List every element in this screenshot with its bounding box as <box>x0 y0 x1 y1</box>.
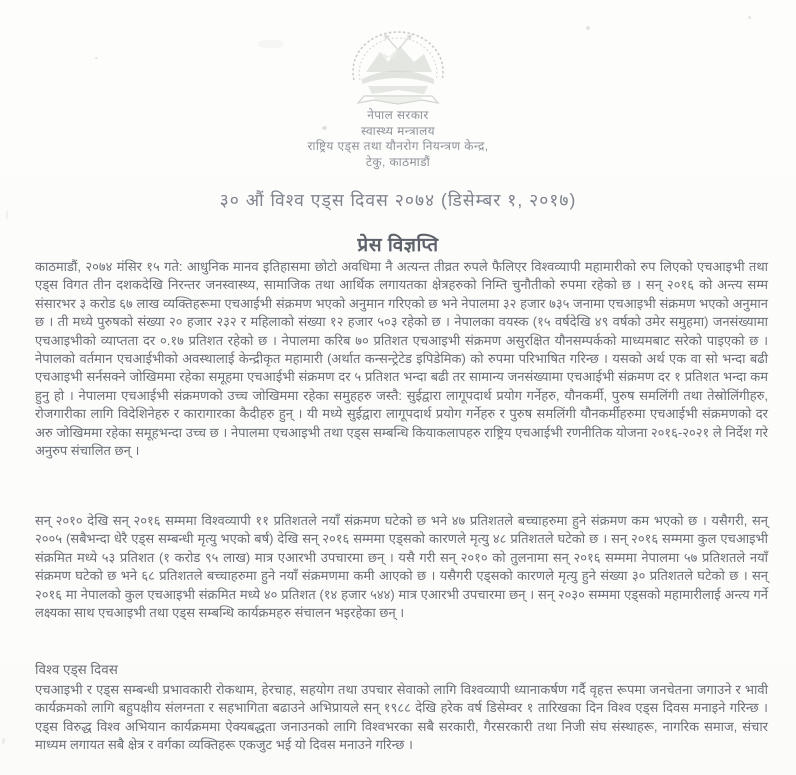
letterhead <box>0 108 796 170</box>
letterhead-emblem <box>0 22 796 113</box>
scan-speck <box>748 16 751 19</box>
letterhead-government: नेपाल सरकार <box>367 108 429 122</box>
letterhead-ministry: स्वास्थ्य मन्त्रालय <box>360 123 436 138</box>
letterhead-centre: राष्ट्रिय एड्स तथा यौनरोग नियन्त्रण केन्द्र, <box>307 139 489 153</box>
document-title: ३० औं विश्व एड्स दिवस २०७४ (डिसेम्बर १, २०१७) <box>219 190 577 210</box>
section-heading-world-aids-day: विश्व एड्स दिवस <box>35 662 118 677</box>
scan-speck <box>6 210 8 220</box>
scan-speck <box>586 26 590 30</box>
paragraph-world-aids-day: एचआइभी र एड्स सम्बन्धी प्रभावकारी रोकथाम, हेरचाह, सहयोग तथा उपचार सेवाको लागि विश्वव्यापी ध्यानाकर्षण गर्दै वृहत्त रूपमा जनचेतना जगाउने र भावी कार्यक्रमको लागि बहुपक्षीय संलग्नता र सहभागिता बढाउने अभिप्रायले सन् १९८८ देखि हरेक वर्ष डिसेम्वर १ तारिखका दिन विश्व एड्स दिवस मनाइने गरिन्छ । एड्स विरुद्ध विश्व अभियान कार्यक्रममा ऐक्यबद्धता जनाउनको लागि विश्वभरका सबै सरकारी, गैरसरकारी तथा निजी संघ संस्थाहरू, नागरिक समाज, संचार माध्यम लगायत सबै क्षेत्र र वर्गका व्यक्तिहरू एकजुट भई यो दिवस मनाउने गरिन्छ । <box>35 682 768 753</box>
nepal-coat-of-arms-icon <box>334 22 462 113</box>
press-release-heading: प्रेस विज्ञप्ति <box>357 235 439 256</box>
scan-speck <box>322 126 327 130</box>
scan-speck <box>258 40 284 48</box>
paragraph-hiv-situation: काठमाडौं, २०७४ मंसिर १५ गते: आधुनिक मानव इतिहासमा छोटो अवधिमा नै अत्यन्त तीव्रत रुपले फैलिएर विश्वव्यापी महामारीको रुप लिएको एचआइभी तथा एड्स विगत तीन दशकदेखि निरन्तर जनस्वास्थ्य, सामाजिक तथा आर्थिक लगायतका क्षेत्रहरुको निम्ति चुनौतीको रुपमा रहेको छ । सन् २०१६ को अन्त्य सम्म संसारभर ३ करोड ६७ लाख व्यक्तिहरूमा एचआईभी संक्रमण भएको अनुमान गरिएको छ भने नेपालमा ३२ हजार ७३५ जनामा एचआइभी संक्रमण भएको अनुमान छ । ती मध्ये पुरुषको संख्या २० हजार २३२ र महिलाको संख्या १२ हजार ५०३ रहेको छ । नेपालका वयस्क (१५ वर्षदेखि ४९ वर्षको उमेर समुहमा) जनसंख्यामा एचआइभीको व्याप्तता दर ०.१७ प्रतिशत रहेको छ । नेपालमा करिब ७० प्रतिशत एचआइभी संक्रमण असुरक्षित यौनसम्पर्कको माध्यमबाट सरेको पाइएको छ । नेपालको वर्तमान एचआईभीको अवस्थालाई केन्द्रीकृत महामारी (अर्थात कन्सन्ट्रेटेड इपिडेमिक) को रुपमा परिभाषित गरिन्छ । यसको अर्थ एक वा सो भन्दा बढी एचआइभी सर्नसक्ने जोखिममा रहेका समूहमा एचआईभी संक्रमण दर ५ प्रतिशत भन्दा बढी तर सामान्य जनसंख्यामा एचआईभी संक्रमण दर १ प्रतिशत भन्दा कम हुनु हो । नेपालमा एचआईभी संक्रमणको उच्च जोखिममा रहेका समुहहरु जस्तै: सुईद्वारा लागूपदार्थ प्रयोग गर्नेहरु, यौनकर्मी, पुरुष समलिंगी तथा तेस्रोलिंगीहरु, रोजगारीका लागि विदेशिनेहरु र कारागारका कैदीहरु हुन् । यी मध्ये सुईद्वारा लागूपदार्थ प्रयोग गर्नेहरु र पुरुष समलिंगी यौनकर्मीहरुमा एचआईभी संक्रमणको दर अरु जोखिममा रहेका समूहभन्दा उच्च छ । नेपालमा एचआइभी तथा एड्स सम्बन्धि कियाकलापहरु राष्ट्रिय एचआईभी रणनीतिक योजना २०१६-२०२१ ले निर्देश गरे अनुरुप संचालित छन् । <box>35 259 768 459</box>
letterhead-address: टेकु, काठमाडौं <box>365 154 431 169</box>
scan-speck <box>2 738 5 744</box>
paragraph-statistics: सन् २०१० देखि सन् २०१६ सम्ममा विश्वव्यापी ११ प्रतिशतले नयाँ संक्रमण घटेको छ भने ४७ प्रतिशतले बच्चाहरुमा हुने संक्रमण कम भएको छ । यसैगरी, सन् २००५ (सबैभन्दा धेरै एड्स सम्बन्धी मृत्यु भएको बर्ष) देखि सन् २०१६ सम्ममा एड्सको कारणले मृत्यु ४८ प्रतिशतले घटेको छ । सन् २०१६ सम्ममा कुल एचआइभी संक्रमित मध्ये ५३ प्रतिशत (१ करोड ९५ लाख) मात्र एआरभी उपचारमा छन् । यसै गरी सन् २०१० को तुलनामा सन् २०१६ सम्ममा नेपालमा ५७ प्रतिशतले नयाँ संक्रमण घटेको छ भने ६८ प्रतिशतले बच्चाहरुमा हुने नयाँ संक्रमणमा कमी आएको छ । यसैगरी एड्सको कारणले मृत्यु हुने संख्या ३० प्रतिशतले घटेको छ । सन् २०१६ मा नेपालको कुल एचआइभी संक्रमित मध्ये ४० प्रतिशत (१४ हजार ५४४) मात्र एआरभी उपचारमा छन् । सन् २०३० सम्ममा एड्सको महामारीलाई अन्त्य गर्ने लक्ष्यका साथ एचआइभी तथा एड्स सम्बन्धि कार्यक्रमहरु संचालन भइरहेका छन् । <box>35 513 768 621</box>
scan-speck <box>95 57 98 59</box>
